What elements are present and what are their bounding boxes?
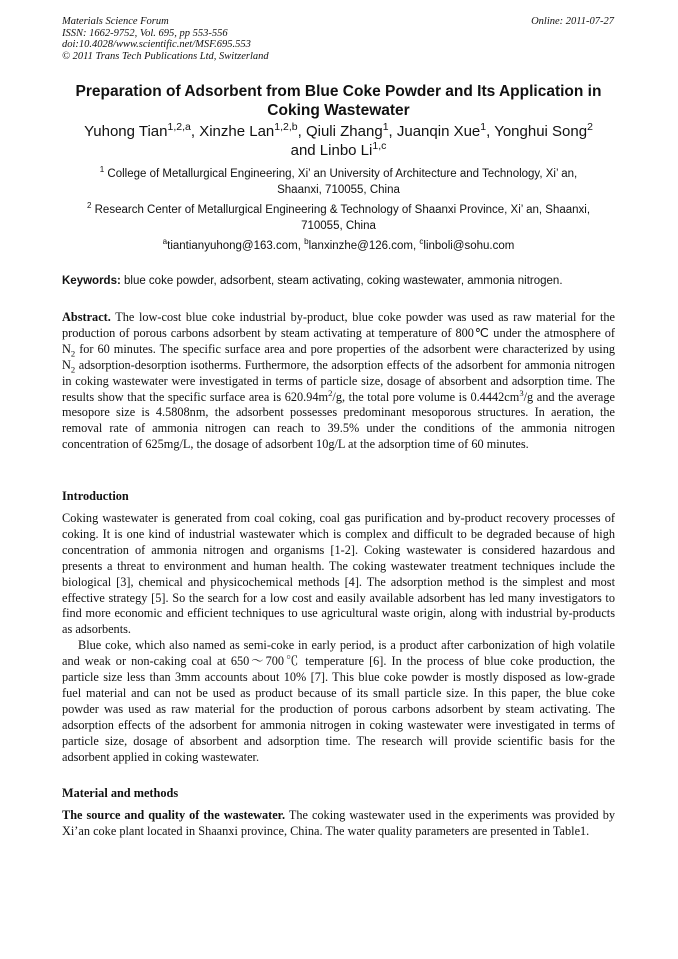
subscript: 2 xyxy=(70,364,76,375)
email-marker: a xyxy=(162,237,168,247)
online-date: Online: 2011-07-27 xyxy=(531,16,614,27)
abstract-text: The low-cost blue coke industrial by-product, blue coke powder was used as raw material for the production of porous carbons adsorbent by steam activating at temperature of 800℃ under the atmosphere of N xyxy=(62,310,615,356)
author-line-2 xyxy=(62,141,615,160)
keywords xyxy=(62,273,615,289)
subscript: 2 xyxy=(70,348,76,359)
author-separator: , xyxy=(388,123,397,140)
author-affiliation-marker: 1,c xyxy=(372,140,387,152)
title-line-2: Coking Wastewater xyxy=(267,102,410,119)
affiliation-line xyxy=(62,202,615,218)
affiliation-2 xyxy=(62,202,615,234)
abstract-text: /g and the average mesopore size is 4.5808nm, the adsorbent possesses predominant mesoporous structures. In aeration, the removal rate of ammonia nitrogen can reach to 39.5% under the conditions of the ammonia nitrogen concentration of 625mg/L, the dosage of adsorbent 10g/L at the adsorption time of 60 minutes. xyxy=(62,389,615,452)
author-affiliation-marker: 1,2,b xyxy=(274,121,298,133)
methods-heading: Material and methods xyxy=(62,786,179,800)
intro-paragraph-1: Coking wastewater is generated from coal coking, coal gas purification and by-product recovery processes of coking. It is one kind of industrial wastewater which is complex and difficult to be degraded because of high concentration of ammonia nitrogen and organisms [1-2]. Coking wastewater is considered hazardous and presents a threat to environment and human health. The coking wastewater treatment techniques include the biological [3], chemical and physicochemical methods [4]. The adsorption method is the simplest and most effective strategy [5]. So the search for a low cost and easily available adsorbent has led many investigators to find more economic and efficient techniques to use agricultural waste origin, along with industrial by-products as adsorbents. xyxy=(62,511,615,637)
superscript: 3 xyxy=(519,387,524,398)
abstract-paragraph xyxy=(62,310,615,453)
affiliation-number: 1 xyxy=(99,165,105,175)
author-line-1 xyxy=(62,122,615,141)
email-link[interactable]: tiantianyuhong@163.com, xyxy=(167,240,305,252)
author-separator: , xyxy=(190,123,200,140)
keywords-label: Keywords: xyxy=(62,275,121,287)
issn-line: ISSN: 1662-9752, Vol. 695, pp 553-556 xyxy=(62,27,228,39)
affiliation-line xyxy=(62,166,615,182)
author-affiliation-marker: 1 xyxy=(382,121,389,133)
affiliation-1 xyxy=(62,166,615,198)
paper-title xyxy=(62,82,615,120)
introduction-body xyxy=(62,511,615,766)
author-emails xyxy=(62,238,615,254)
affiliation-text: Research Center of Metallurgical Engineering & Technology of Shaanxi Province, Xi’ an, Shaanxi, xyxy=(91,204,591,216)
abstract-text: for 60 minutes. The specific surface area and pore properties of the adsorbent were characterized by using N xyxy=(62,341,615,372)
author-list xyxy=(62,122,615,160)
author-separator: , xyxy=(297,123,306,140)
abstract-text: /g, the total pore volume is 0.4442cm xyxy=(332,389,520,404)
author-affiliation-marker: 1,2,a xyxy=(167,121,191,133)
affiliation-text: 710055, China xyxy=(301,220,376,232)
author-name: Qiuli Zhang xyxy=(305,123,383,140)
affiliation-number: 2 xyxy=(86,201,92,211)
introduction-heading: Introduction xyxy=(62,489,129,503)
author-affiliation-marker: 2 xyxy=(587,121,593,133)
email-link[interactable]: lanxinzhe@126.com, xyxy=(308,240,420,252)
email-marker: b xyxy=(304,237,309,247)
doi-line: doi:10.4028/www.scientific.net/MSF.695.553 xyxy=(62,39,251,50)
abstract xyxy=(62,310,615,453)
author-name: Yuhong Tian xyxy=(84,123,168,140)
methods-text: The coking wastewater used in the experiments was provided by Xi’an coke plant located in Shaanxi province, China. The water quality parameters are presented in Table1. xyxy=(62,808,615,838)
journal-header xyxy=(62,16,269,62)
title-line-1: Preparation of Adsorbent from Blue Coke Powder and Its Application in xyxy=(75,83,602,100)
author-affiliation-marker: 1 xyxy=(480,121,487,133)
author-name: and Linbo Li xyxy=(290,142,373,159)
author-separator: , xyxy=(486,123,495,140)
author-name: Yonghui Song xyxy=(494,123,588,140)
copyright-line: © 2011 Trans Tech Publications Ltd, Switzerland xyxy=(62,50,269,62)
methods-subheading: The source and quality of the wastewater. xyxy=(62,808,286,822)
abstract-label: Abstract. xyxy=(62,310,111,324)
superscript: 2 xyxy=(328,387,333,398)
journal-name: Materials Science Forum xyxy=(62,16,169,27)
author-name: Xinzhe Lan xyxy=(199,123,275,140)
keywords-text: blue coke powder, adsorbent, steam activating, coking wastewater, ammonia nitrogen. xyxy=(120,275,563,287)
affiliation-text: Shaanxi, 710055, China xyxy=(277,184,400,196)
author-name: Juanqin Xue xyxy=(396,123,481,140)
email-link[interactable]: linboli@sohu.com xyxy=(423,240,515,252)
methods-paragraph xyxy=(62,808,615,840)
email-marker: c xyxy=(419,237,424,247)
intro-paragraph-2: Blue coke, which also named as semi-coke in early period, is a product after carbonization of high volatile and weak or non-caking coal at 650～700℃ temperature [6]. In the process of blue coke production, the particle size less than 3mm accounts about 10% [7]. This blue coke powder is mostly disposed as low-grade fuel material and can not be used as product because of its small particle size. In this paper, the blue coke powder was used as raw material for the production of porous carbons adsorbent by steam activating. The adsorption effects of the adsorbent for ammonia nitrogen in coking wastewater were investigated in terms of particle size, dosage of absorbent and adsorption time. The research will provide scientific basis for the adsorbent applied in coking wastewater. xyxy=(62,638,615,764)
abstract-text: adsorption-desorption isotherms. Furthermore, the adsorption effects of the adsorbent for ammonia nitrogen in coking wastewater were investigated in terms of particle size, dosage of absorbent and adsorption time. The results show that the specific surface area is 620.94m xyxy=(62,357,615,404)
affiliation-text: College of Metallurgical Engineering, Xi’ an University of Architecture and Technology, Xi’ an, xyxy=(104,168,578,180)
methods-body xyxy=(62,808,615,840)
